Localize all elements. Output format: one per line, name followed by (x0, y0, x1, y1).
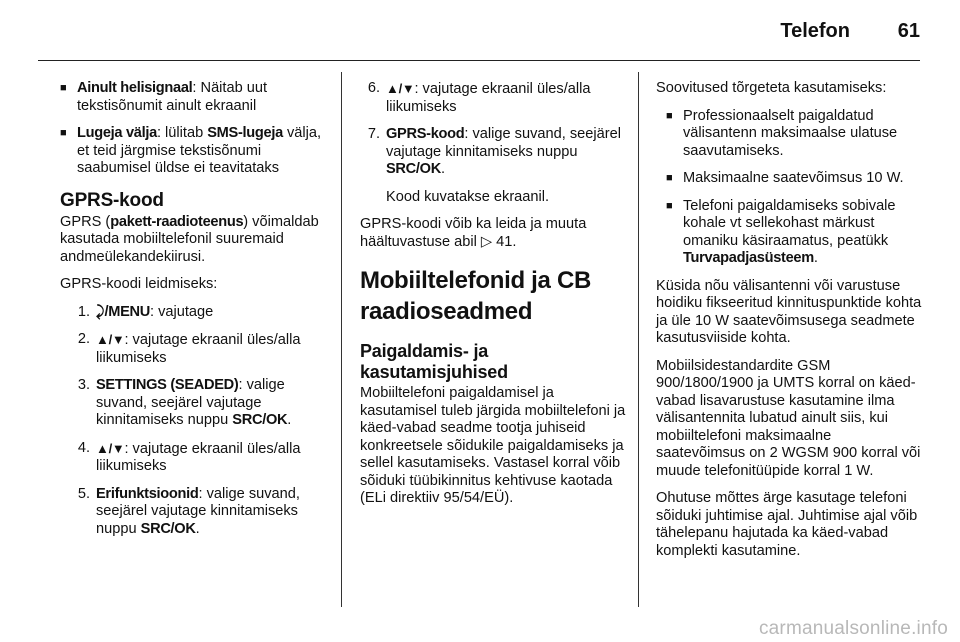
step-item (70, 486, 335, 539)
step-text: : valige suvand, seejärel vajutage kinnitamiseks nuppu (96, 485, 300, 537)
step-text: : vajutage (150, 303, 214, 320)
gprs-intro-text: GPRS ( (60, 213, 111, 230)
recommendation-bullet (666, 170, 924, 188)
page-reference-icon: ▷ (480, 233, 493, 250)
option-bullet (60, 125, 335, 178)
step-number: 7. (367, 126, 380, 142)
chapter-reference: Turvapadjasüsteem (683, 250, 814, 266)
step-item (70, 377, 335, 430)
recommendation-bullet (666, 108, 924, 161)
step-text: : vajutage ekraanil üles/alla liikumiseks (96, 440, 301, 474)
step-key: SRC/OK (232, 412, 288, 428)
up-down-arrows-icon: ▲/▼ (386, 81, 415, 96)
step-item (70, 440, 335, 476)
section-heading-gprs: GPRS-kood (60, 189, 164, 211)
step-text: . (195, 520, 200, 537)
section-heading-mobile-cb: Mobiiltelefonid ja CB raadioseadmed (360, 267, 592, 325)
step-text: : valige suvand, seejärel vajutage kinnitamiseks nuppu (96, 377, 285, 428)
installation-paragraph: Mobiiltelefoni paigaldamisel ja kasutamisel tuleb järgida mobiiltelefoni ja käed-vabad seadme tootja juhiseid konkreetsele sõidukile paigaldamiseks ja sellel kasutamiseks. Vastasel korral võib sõiduki tüübikinnitus kehtivuse kaotada (ELi direktiiv 95/54/EÜ). (360, 385, 626, 506)
gsm-paragraph: Mobiilsidestandardite GSM 900/1800/1900 ja UMTS korral on käed-vabad lisavarustuse kasutamine ilma välisantennita lubatud ainult siis, kui mobiiltelefoni maksimaalne saatevõimsus on 2 WGSM 900 korral või muude telefonitüüpide korral 1 W. (656, 357, 921, 479)
column-divider-1 (341, 72, 342, 607)
recommendation-text: . (813, 250, 818, 266)
step-key: GPRS-kood (386, 126, 465, 142)
voice-note-text: GPRS-koodi võib ka leida ja muuta häältuvastuse abil (360, 216, 587, 250)
page-reference-number: 41. (492, 233, 517, 250)
up-down-arrows-icon: ▲/▼ (96, 440, 125, 456)
option-bullet (60, 80, 335, 115)
gprs-intro (60, 214, 335, 267)
recommendation-text: Telefoni paigaldamiseks sobivale kohale vt sellekohast märkust omaniku käsiraamatus, peatükk (683, 197, 896, 249)
step-number: 3. (77, 377, 90, 393)
step-key: /MENU (104, 303, 150, 320)
phone-icon: ⤸ (96, 303, 105, 320)
step-item (70, 304, 335, 322)
watermark: carmanualsonline.info (758, 618, 948, 639)
recommendation-text: Maksimaalne saatevõimsus 10 W. (683, 170, 904, 186)
gprs-intro-text: ) võimaldab kasutada mobiiltelefonil suuremaid andmeülekandekiirusi. (60, 213, 319, 265)
step-text: : vajutage ekraanil üles/alla liikumiseks (386, 81, 591, 115)
step-key: Erifunktsioonid (96, 485, 199, 502)
step-item (360, 126, 628, 179)
column-3 (656, 80, 924, 570)
gprs-intro-term: pakett-raadioteenus (110, 213, 244, 230)
step-number: 6. (367, 80, 380, 96)
option-name: Ainult helisignaal (77, 80, 193, 96)
recommendations-intro: Soovitused tõrgeteta kasutamiseks: (656, 80, 887, 96)
step-key: SRC/OK (140, 520, 196, 537)
recommendation-bullet (666, 198, 924, 268)
step-text: : valige suvand, seejärel vajutage kinnitamiseks nuppu (386, 126, 621, 160)
option-description: välja, et teid järgmise tekstisõnumi saabumisel üldse ei teavitataks (77, 125, 322, 176)
voice-recognition-note (360, 216, 628, 251)
step-text: : vajutage ekraanil üles/alla liikumiseks (96, 332, 301, 366)
step-number: 4. (77, 439, 90, 456)
option-name: Lugeja välja (77, 125, 157, 141)
column-1 (60, 80, 335, 548)
step-item (70, 331, 335, 367)
gprs-find-label: GPRS-koodi leidmiseks: (60, 276, 218, 292)
step-text: . (287, 412, 292, 428)
step-number: 5. (77, 485, 90, 502)
step-number: 1. (77, 303, 90, 320)
antenna-paragraph: Küsida nõu välisantenni või varustuse hoidiku fikseeritud kinnituspunktide kohta ja üle 10 W saatevõimsusega seadmete kasutusviiside kohta. (656, 277, 922, 346)
header-divider (38, 60, 920, 61)
option-keyword: SMS-lugeja (207, 125, 283, 141)
code-shown-note: Kood kuvatakse ekraanil. (386, 188, 550, 205)
step-text: . (440, 161, 446, 177)
page-header-title: Telefon (780, 20, 850, 42)
subheading-installation: Paigaldamis- ja kasutamisjuhised (360, 341, 508, 382)
safety-paragraph: Ohutuse mõttes ärge kasutage telefoni sõiduki juhtimise ajal. Juhtimise ajal võib tähelepanu hajutada ka käed-vabad komplekti kasutamine. (656, 490, 918, 559)
page-number: 61 (897, 20, 920, 42)
option-description: : lülitab (156, 125, 208, 141)
step-number: 2. (77, 331, 90, 347)
recommendation-text: Professionaalselt paigaldatud välisantenn maksimaalse ulatuse saavutamiseks. (683, 107, 898, 159)
up-down-arrows-icon: ▲/▼ (96, 332, 125, 347)
column-divider-2 (638, 72, 639, 607)
step-item (360, 80, 628, 116)
option-description: : Näitab uut tekstisõnumit ainult ekraanil (77, 80, 268, 114)
column-2 (360, 80, 628, 518)
step-key: SRC/OK (386, 161, 441, 177)
step-key: SETTINGS (SEADED) (96, 377, 239, 393)
